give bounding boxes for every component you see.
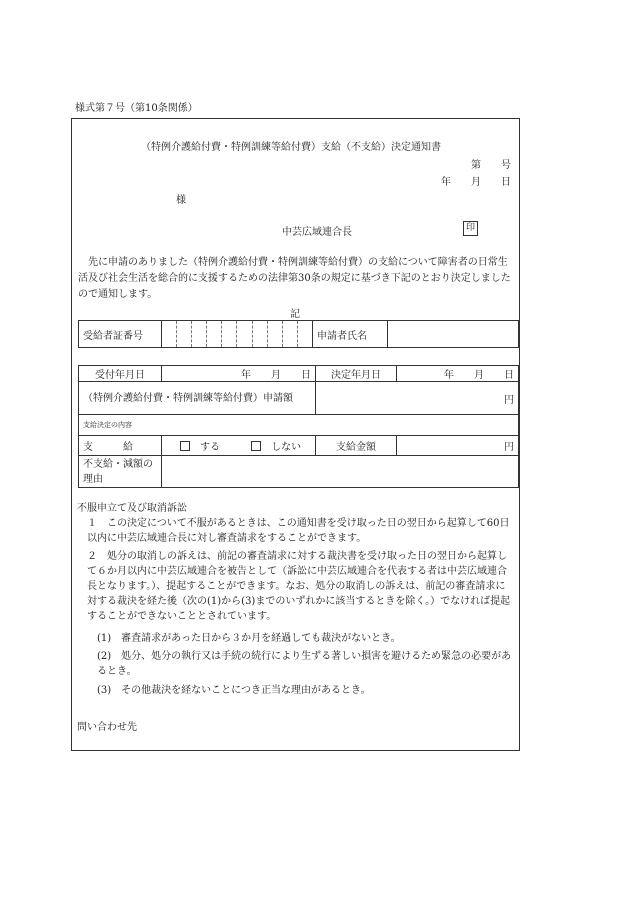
- application-amount-label: （特例介護給付費・特例訓練等給付費）申請額: [79, 382, 316, 415]
- appeal-sub-3: (3) その他裁決を経ないことにつき正当な理由があるとき。: [97, 685, 371, 696]
- payment-amount-field[interactable]: 円: [397, 436, 519, 456]
- recipient-number-label: 受給者証番号: [79, 321, 162, 348]
- document-number: 第 号: [471, 160, 511, 171]
- form-number-label: 様式第７号（第10条関係）: [75, 103, 198, 114]
- payment-no-label: しない: [271, 442, 302, 453]
- applicant-name-field[interactable]: [388, 321, 519, 348]
- decision-table: [78, 365, 519, 488]
- addressee-honorific: 様: [176, 195, 186, 206]
- appeal-item-1: １ この決定について不服があるときは、この通知書を受け取った日の翌日から起算して60日以内に中芸広域連合長に対し審査請求をすることができます。: [87, 518, 510, 544]
- official-seal-box: 印: [463, 221, 478, 236]
- appeal-heading: 不服申立て及び取消訴訟: [77, 503, 187, 514]
- decision-date-field[interactable]: 年 月 日: [397, 366, 519, 382]
- payment-no-checkbox[interactable]: [251, 441, 261, 451]
- notice-body: 先に申請のありました（特例介護給付費・特例訓練等給付費）の支給について障害者の日常生活及び社会生活を総合的に支援するための法律第30条の規定に基づき下記のとおり決定しましたので通知します。: [78, 257, 511, 300]
- reason-label: 不支給・減額の理由: [79, 456, 162, 488]
- payment-yes-label: する: [200, 442, 220, 453]
- issue-date: 年 月 日: [441, 177, 511, 188]
- appeal-sub-1: (1) 審査請求があった日から３か月を経過しても裁決がないとき。: [97, 633, 401, 644]
- appeal-sub-2: (2) 処分、処分の執行又は手続の続行により生ずる著しい損害を避けるため緊急の必要があるとき。: [97, 651, 512, 677]
- issuer-name: 中芸広域連合長: [282, 227, 352, 238]
- payment-label: 支 給: [79, 436, 162, 456]
- payment-yes-checkbox[interactable]: [180, 441, 190, 451]
- reason-field[interactable]: [162, 456, 519, 488]
- application-amount-field[interactable]: 円: [316, 382, 519, 415]
- applicant-name-label: 申請者氏名: [313, 321, 388, 348]
- decision-date-label: 決定年月日: [316, 366, 397, 382]
- received-date-field[interactable]: 年 月 日: [162, 366, 316, 382]
- decision-content-label: 支給決定の内容: [79, 415, 519, 436]
- payment-options: [162, 436, 316, 456]
- ki-heading: 記: [290, 309, 300, 320]
- contact-label: 問い合わせ先: [77, 722, 137, 733]
- document-title: （特例介護給付費・特例訓練等給付費）支給（不支給）決定通知書: [141, 142, 441, 153]
- payment-amount-label: 支給金額: [316, 436, 397, 456]
- received-date-label: 受付年月日: [79, 366, 162, 382]
- appeal-item-2: ２ 処分の取消しの訴えは、前記の審査請求に対する裁決書を受け取った日の翌日から起算して６か月以内に中芸広域連合を被告として（訴訟に中芸広域連合を代表する者は中芸広域連合長となります。）、提起することができます。なお、処分の取消しの訴えは、前記の審査請求に対する裁決を経た後（次の(1)から(3)までのいずれかに該当するときを除く。）でなければ提起することができないこととされています。: [87, 551, 511, 622]
- recipient-number-field[interactable]: [162, 321, 313, 348]
- notice-frame: [71, 118, 520, 751]
- recipient-table: [78, 320, 519, 348]
